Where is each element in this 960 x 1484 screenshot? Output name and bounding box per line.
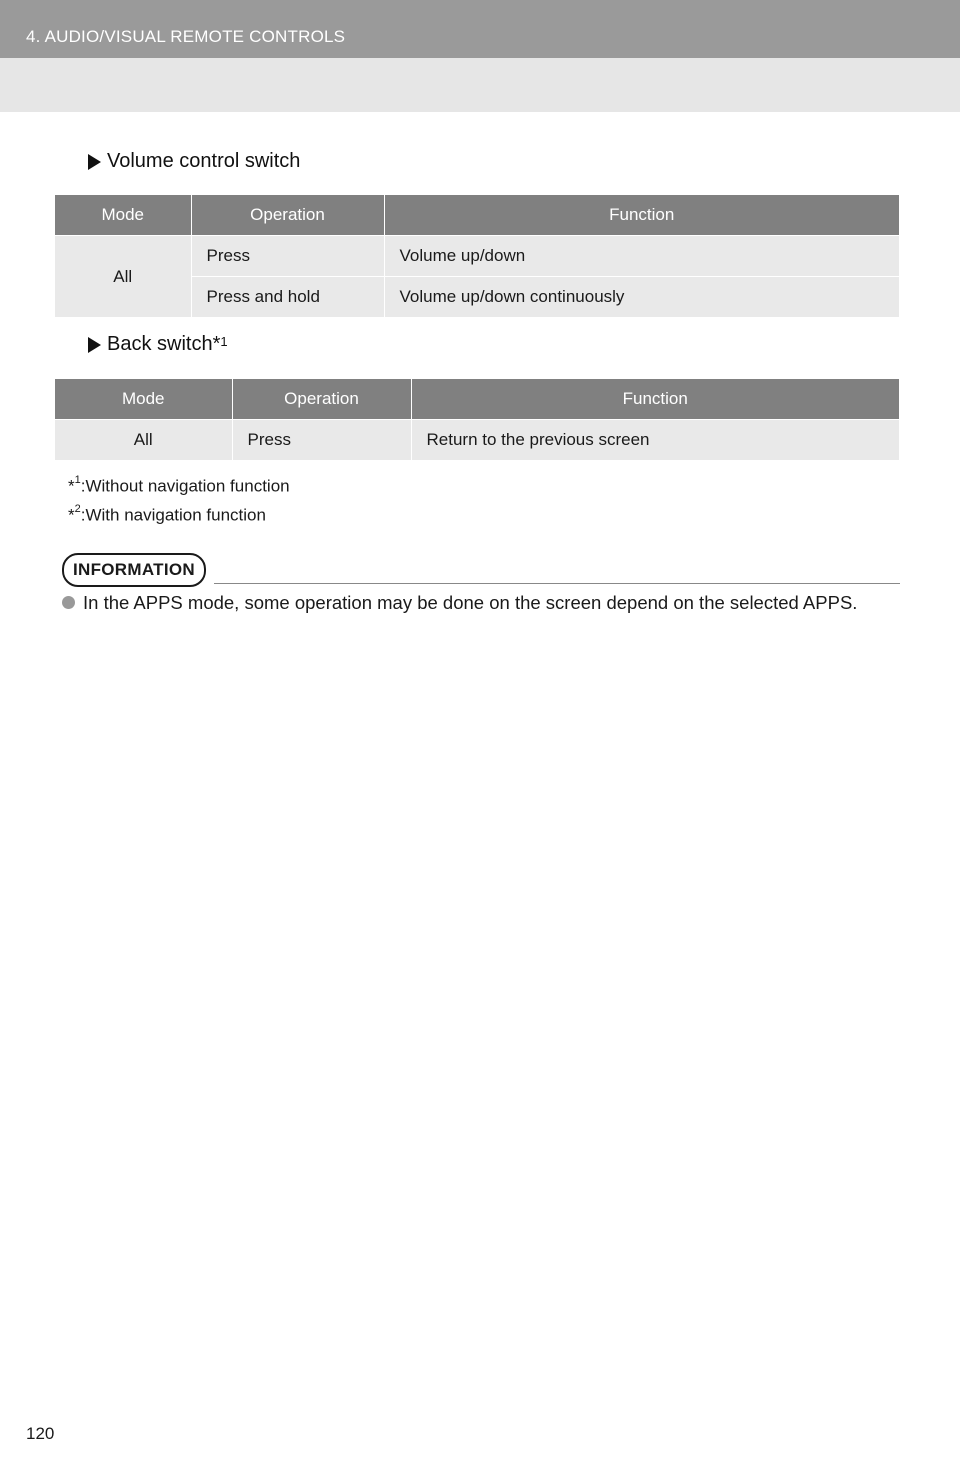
back-switch-table	[55, 379, 899, 460]
cell-function: Volume up/down continuously	[384, 277, 899, 318]
information-badge: INFORMATION	[62, 553, 206, 587]
table-row	[55, 420, 899, 461]
column-header-function: Function	[384, 195, 899, 236]
cell-function: Volume up/down	[384, 236, 899, 277]
cell-operation: Press	[191, 236, 384, 277]
cell-operation: Press	[232, 420, 411, 461]
page-number: 120	[26, 1424, 55, 1443]
cell-function: Return to the previous screen	[411, 420, 899, 461]
column-header-operation: Operation	[232, 379, 411, 420]
footnote-1: *$^1$:Without navigation function	[68, 474, 290, 496]
table-header-row	[55, 379, 899, 420]
triangle-right-icon	[88, 337, 101, 353]
section-heading-sup: 1	[220, 334, 228, 349]
triangle-right-icon	[88, 154, 101, 170]
cell-mode: All	[55, 236, 191, 318]
section-heading-text: Back switch*	[107, 333, 221, 355]
table-header-row	[55, 195, 899, 236]
cell-operation: Press and hold	[191, 277, 384, 318]
column-header-operation: Operation	[191, 195, 384, 236]
volume-switch-table	[55, 195, 899, 317]
column-header-mode: Mode	[55, 195, 191, 236]
chapter-title: 4. AUDIO/VISUAL REMOTE CONTROLS	[26, 27, 346, 46]
section-heading-back	[88, 333, 228, 356]
footnote-2: *$^2$:With navigation function	[68, 502, 266, 525]
table-row	[55, 236, 899, 277]
information-text: In the APPS mode, some operation may be done on the screen depend on the selected APPS.	[83, 592, 858, 613]
column-header-mode: Mode	[55, 379, 232, 420]
information-item	[62, 590, 902, 615]
information-divider	[214, 583, 900, 584]
footnotes	[68, 470, 290, 527]
circle-bullet-icon	[62, 596, 75, 609]
section-heading-volume	[88, 150, 300, 173]
section-heading-text: Volume control switch	[107, 150, 301, 172]
column-header-function: Function	[411, 379, 899, 420]
cell-mode: All	[55, 420, 232, 461]
